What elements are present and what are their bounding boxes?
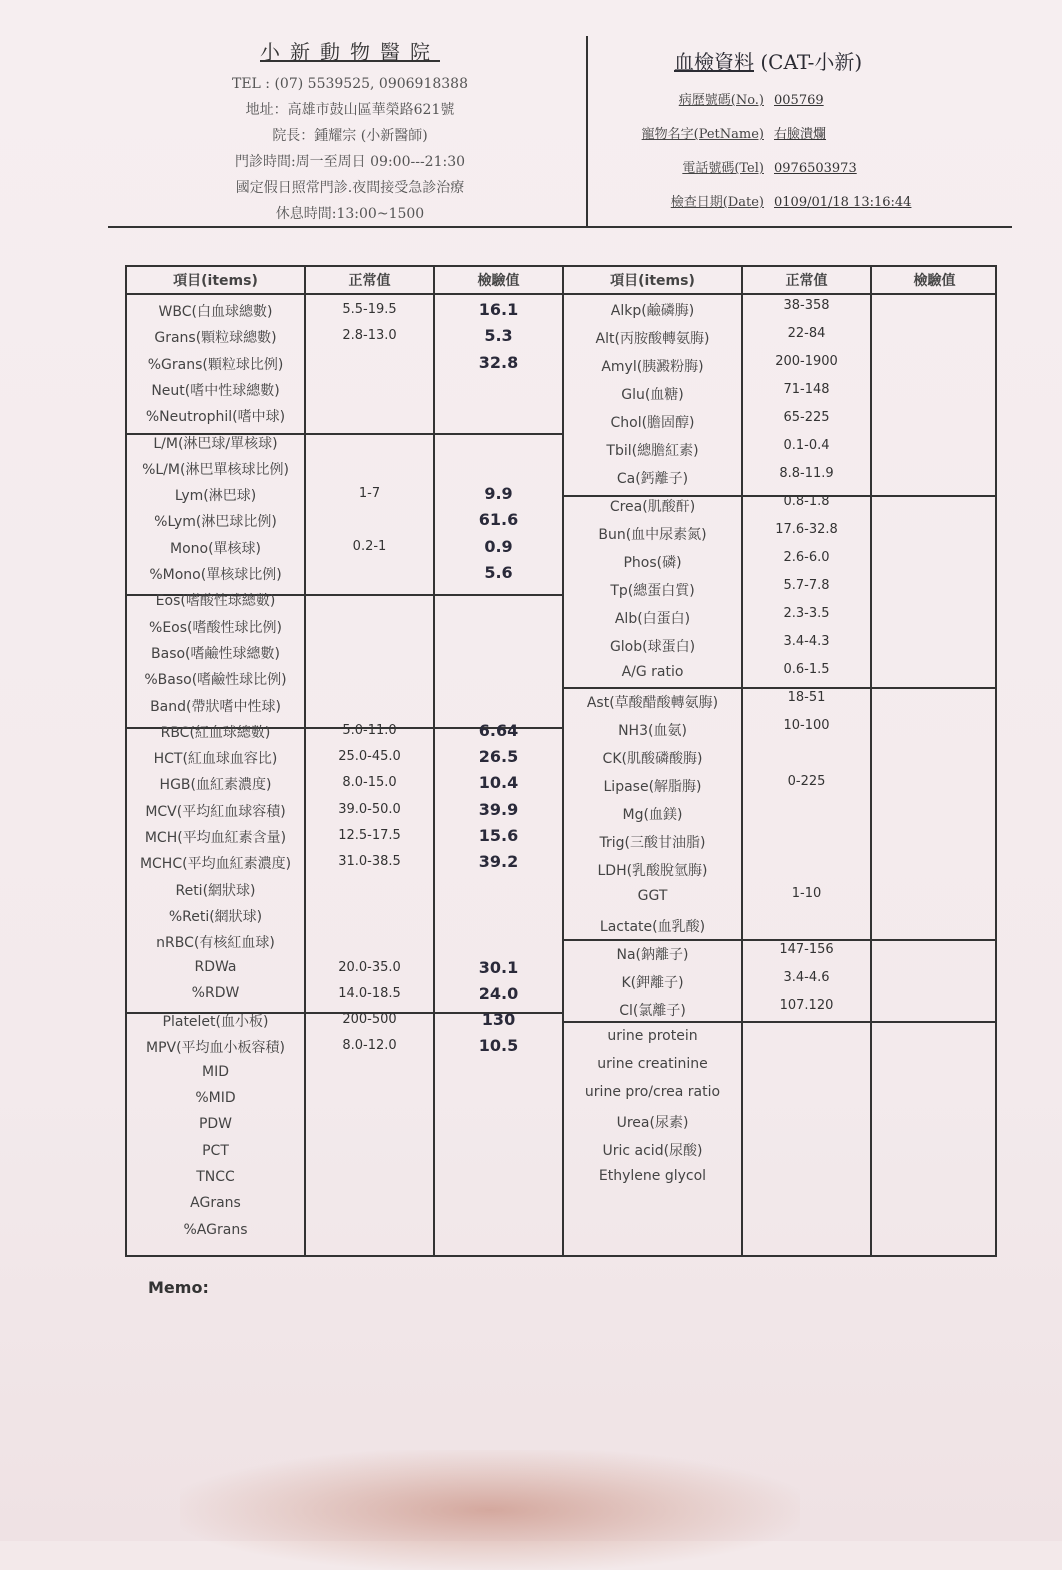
clinic-header <box>200 36 500 227</box>
group-divider <box>562 939 995 941</box>
clinic-holiday: 國定假日照常門診.夜間接受急診治療 <box>235 180 465 196</box>
left-item-label: %Baso(嗜鹼性球比例) <box>144 672 287 688</box>
clinic-hours: 門診時間:周一至周日 09:00---21:30 <box>234 154 466 170</box>
right-normal-range: 8.8-11.9 <box>779 466 834 481</box>
left-item-label: Neut(嗜中性球總數) <box>151 383 280 399</box>
left-item-label: Platelet(血小板) <box>162 1014 269 1030</box>
right-item-label: urine protein <box>607 1028 698 1044</box>
right-item-label: Glu(血糖) <box>621 387 684 403</box>
right-item-label: Ast(草酸醋酸轉氨脢) <box>586 695 719 711</box>
left-item-label: %Grans(顆粒球比例) <box>147 357 284 373</box>
right-normal-range: 71-148 <box>783 382 830 397</box>
left-item-label: %AGrans <box>183 1222 248 1238</box>
left-normal-range: 39.0-50.0 <box>338 802 401 817</box>
right-item-label: A/G ratio <box>621 664 684 680</box>
left-test-value: 130 <box>481 1010 516 1029</box>
group-divider <box>562 1021 995 1023</box>
clinic-rest: 休息時間:13:00~1500 <box>275 206 425 222</box>
left-normal-range: 1-7 <box>358 486 381 501</box>
field-label: 寵物名字(PetName) <box>641 127 764 142</box>
right-item-label: Tp(總蛋白質) <box>610 583 695 599</box>
col-header-items-right: 項目(items) <box>610 273 695 289</box>
group-divider <box>562 687 995 689</box>
right-item-label: Uric acid(尿酸) <box>602 1143 703 1159</box>
left-item-label: nRBC(有核紅血球) <box>156 935 275 951</box>
right-normal-range: 17.6-32.8 <box>775 522 838 537</box>
right-item-label: Tbil(總膽紅素) <box>606 443 699 459</box>
right-normal-range: 3.4-4.3 <box>783 634 830 649</box>
right-item-label: Mg(血鎂) <box>622 807 683 823</box>
right-item-label: urine pro/crea ratio <box>584 1084 721 1100</box>
left-test-value: 16.1 <box>478 300 519 319</box>
left-item-label: MCHC(平均血紅素濃度) <box>139 856 292 872</box>
right-item-label: K(鉀離子) <box>621 975 684 991</box>
right-item-label: Amyl(胰澱粉脢) <box>601 359 704 375</box>
field-tel <box>610 157 911 191</box>
header-rule <box>108 226 1012 228</box>
left-test-value: 5.3 <box>484 326 513 345</box>
left-item-label: HGB(血紅素濃度) <box>159 777 272 793</box>
right-normal-range: 0.8-1.8 <box>783 494 830 509</box>
left-item-label: MPV(平均血小板容積) <box>145 1040 286 1056</box>
left-test-value: 0.9 <box>484 537 513 556</box>
right-normal-range: 2.3-3.5 <box>783 606 830 621</box>
left-item-label: WBC(白血球總數) <box>158 304 273 320</box>
right-normal-range: 38-358 <box>783 298 830 313</box>
right-item-label: NH3(血氨) <box>618 723 687 739</box>
left-item-label: AGrans <box>190 1195 241 1211</box>
right-item-label: Crea(肌酸酐) <box>609 499 696 515</box>
left-item-label: %MID <box>195 1090 236 1106</box>
field-value: 0976503973 <box>774 161 857 176</box>
left-item-label: RBC(紅血球總數) <box>160 725 271 741</box>
left-item-label: L/M(淋巴球/單核球) <box>153 436 278 452</box>
right-normal-range: 0.6-1.5 <box>783 662 830 677</box>
memo-label: Memo: <box>148 1278 209 1297</box>
left-test-value: 39.2 <box>478 852 519 871</box>
left-item-label: Mono(單核球) <box>169 541 261 557</box>
left-item-label: TNCC <box>196 1169 235 1185</box>
right-item-label: Bun(血中尿素氮) <box>598 527 707 543</box>
col-divider <box>870 267 872 1255</box>
clinic-tel: TEL : (07) 5539525, 0906918388 <box>232 76 468 92</box>
left-test-value: 6.64 <box>478 721 519 740</box>
left-item-label: Eos(嗜酸性球總數) <box>155 593 276 609</box>
right-item-label: Alkp(鹼磷脢) <box>610 303 695 319</box>
right-item-label: Alt(丙胺酸轉氨脢) <box>595 331 710 347</box>
right-normal-range: 5.7-7.8 <box>783 578 830 593</box>
right-item-label: LDH(乳酸脫氫脢) <box>597 863 708 879</box>
clinic-address: 地址：高雄市鼓山區華榮路621號 <box>245 102 455 118</box>
field-record-no <box>610 89 911 123</box>
right-normal-range: 10-100 <box>783 718 830 733</box>
left-normal-range: 12.5-17.5 <box>338 828 401 843</box>
left-item-label: MCV(平均紅血球容積) <box>145 804 286 820</box>
left-item-label: Reti(網狀球) <box>175 883 256 899</box>
right-normal-range: 107.120 <box>779 998 834 1013</box>
left-normal-range: 5.5-19.5 <box>342 302 397 317</box>
left-normal-range: 8.0-12.0 <box>342 1038 397 1053</box>
left-test-value: 61.6 <box>478 510 519 529</box>
right-normal-range: 18-51 <box>787 690 826 705</box>
header-divider-line <box>127 293 995 295</box>
right-item-label: Chol(膽固醇) <box>610 415 695 431</box>
left-normal-range: 14.0-18.5 <box>338 986 401 1001</box>
col-header-normal-left: 正常值 <box>348 273 391 289</box>
col-header-value-right: 檢驗值 <box>913 273 956 289</box>
clinic-director: 院長：鍾耀宗 (小新醫師) <box>272 128 428 144</box>
left-item-label: Lym(淋巴球) <box>174 488 257 504</box>
field-value: 0109/01/18 13:16:44 <box>774 195 912 210</box>
left-test-value: 32.8 <box>478 353 519 372</box>
right-item-label: Na(鈉離子) <box>616 947 689 963</box>
left-test-value: 10.5 <box>478 1036 519 1055</box>
left-normal-range: 5.0-11.0 <box>342 723 397 738</box>
col-header-value-left: 檢驗值 <box>477 273 520 289</box>
right-item-label: Ca(鈣離子) <box>616 471 689 487</box>
right-item-label: GGT <box>637 888 668 904</box>
clinic-name: 小新動物醫院 <box>260 40 440 64</box>
left-normal-range: 2.8-13.0 <box>342 328 397 343</box>
right-item-label: Alb(白蛋白) <box>614 611 691 627</box>
field-date <box>610 191 911 225</box>
left-item-label: %Neutrophil(嗜中球) <box>145 409 286 425</box>
right-normal-range: 0.1-0.4 <box>783 438 830 453</box>
right-item-label: Lactate(血乳酸) <box>599 919 706 935</box>
right-item-label: Trig(三酸甘油脂) <box>599 835 706 851</box>
field-label: 檢查日期(Date) <box>670 195 764 210</box>
right-item-label: Lipase(解脂脢) <box>603 779 702 795</box>
right-item-label: Glob(球蛋白) <box>609 639 696 655</box>
results-table <box>125 265 997 1257</box>
right-normal-range: 3.4-4.6 <box>783 970 830 985</box>
left-test-value: 24.0 <box>478 984 519 1003</box>
left-normal-range: 200-500 <box>342 1012 397 1027</box>
right-normal-range: 2.6-6.0 <box>783 550 830 565</box>
report-title-sub: (CAT-小新) <box>760 50 863 74</box>
left-item-label: %L/M(淋巴單核球比例) <box>142 462 289 478</box>
left-test-value: 9.9 <box>484 484 513 503</box>
left-item-label: Band(帶狀嗜中性球) <box>150 699 281 715</box>
left-test-value: 26.5 <box>478 747 519 766</box>
col-header-normal-right: 正常值 <box>785 273 828 289</box>
left-item-label: MID <box>202 1064 229 1080</box>
right-item-label: Ethylene glycol <box>598 1168 707 1184</box>
left-item-label: %Lym(淋巴球比例) <box>154 514 277 530</box>
field-label: 病歷號碼(No.) <box>678 93 764 108</box>
left-item-label: %Reti(網狀球) <box>168 909 263 925</box>
right-normal-range: 147-156 <box>779 942 834 957</box>
left-normal-range: 31.0-38.5 <box>338 854 401 869</box>
left-item-label: Grans(顆粒球總數) <box>154 330 277 346</box>
right-item-label: urine creatinine <box>597 1056 708 1072</box>
field-label: 電話號碼(Tel) <box>682 161 764 176</box>
right-normal-range: 22-84 <box>787 326 826 341</box>
right-normal-range: 200-1900 <box>775 354 838 369</box>
left-test-value: 39.9 <box>478 800 519 819</box>
right-item-label: Cl(氯離子) <box>619 1003 686 1019</box>
field-value: 005769 <box>774 93 824 108</box>
left-item-label: PCT <box>202 1143 229 1159</box>
left-test-value: 15.6 <box>478 826 519 845</box>
left-item-label: Baso(嗜鹼性球總數) <box>151 646 280 662</box>
header-divider <box>586 36 588 226</box>
left-normal-range: 25.0-45.0 <box>338 749 401 764</box>
left-test-value: 30.1 <box>478 958 519 977</box>
left-item-label: RDWa <box>194 959 237 975</box>
shadow-smudge <box>180 1450 800 1570</box>
left-test-value: 5.6 <box>484 563 513 582</box>
report-title-main: 血檢資料 <box>674 50 754 74</box>
left-test-value: 10.4 <box>478 773 519 792</box>
report-title <box>674 46 911 75</box>
right-normal-range: 65-225 <box>783 410 830 425</box>
left-item-label: %Eos(嗜酸性球比例) <box>149 620 282 636</box>
field-value: 右臉潰爛 <box>774 127 827 142</box>
right-item-label: CK(肌酸磷酸脢) <box>602 751 703 767</box>
left-item-label: %Mono(單核球比例) <box>149 567 282 583</box>
right-item-label: Phos(磷) <box>623 555 682 571</box>
left-item-label: PDW <box>198 1116 233 1132</box>
field-pet-name <box>610 123 911 157</box>
left-normal-range: 8.0-15.0 <box>342 775 397 790</box>
left-item-label: MCH(平均血紅素含量) <box>144 830 287 846</box>
left-item-label: HCT(紅血球血容比) <box>153 751 278 767</box>
left-item-label: %RDW <box>191 985 240 1001</box>
left-normal-range: 20.0-35.0 <box>338 960 401 975</box>
right-normal-range: 0-225 <box>787 774 826 789</box>
col-header-items-left: 項目(items) <box>173 273 258 289</box>
left-normal-range: 0.2-1 <box>352 539 387 554</box>
right-item-label: Urea(尿素) <box>616 1115 689 1131</box>
right-normal-range: 1-10 <box>791 886 822 901</box>
report-info <box>610 46 911 225</box>
